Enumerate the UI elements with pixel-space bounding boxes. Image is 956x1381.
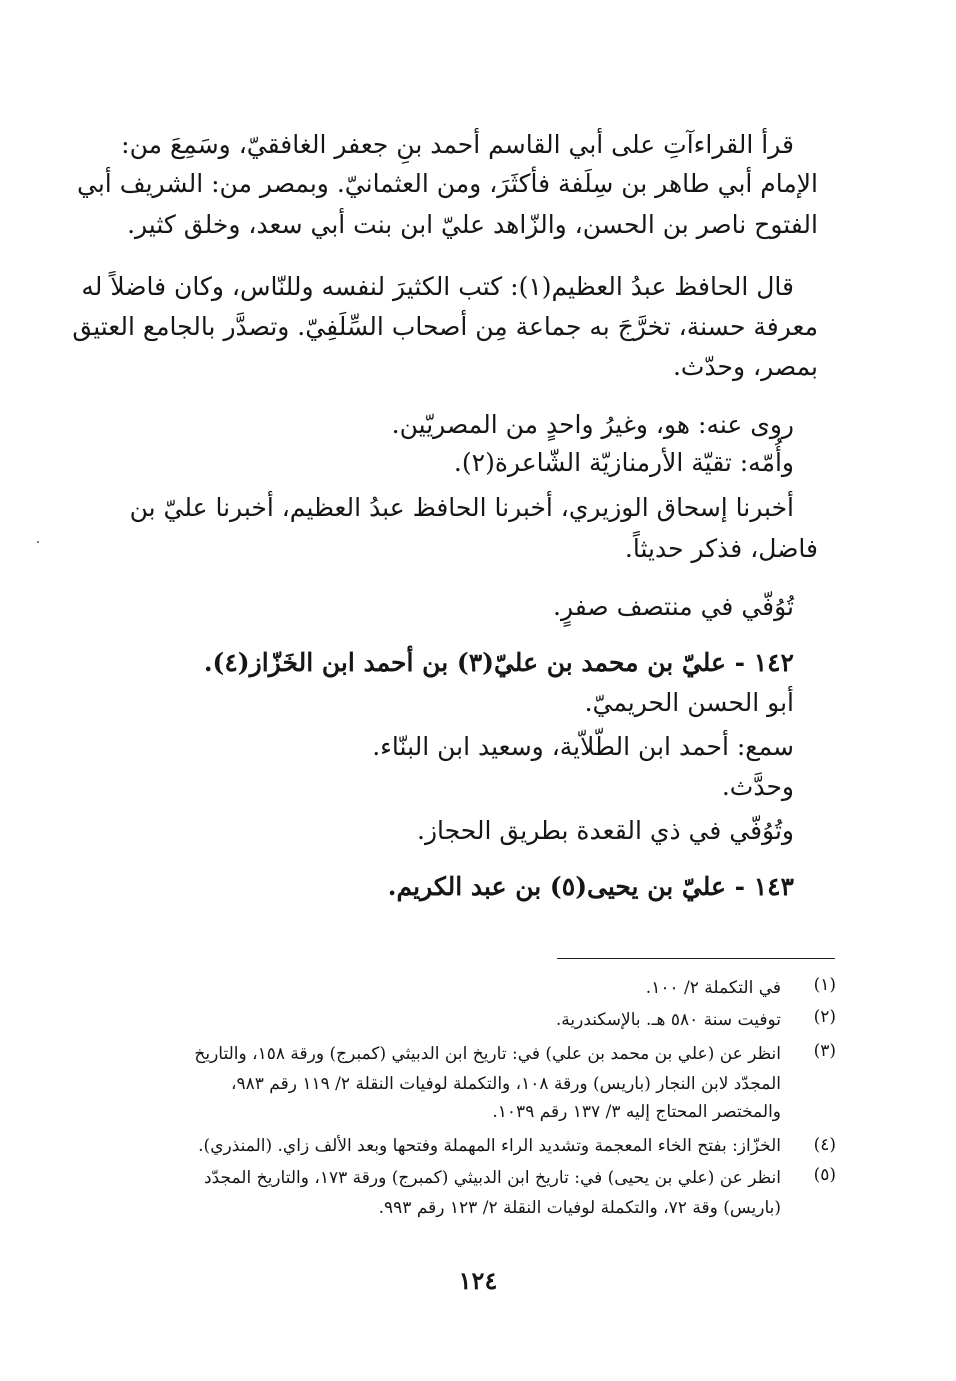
body-line-16: وتُوُفّي في ذي القعدة بطريق الحجاز. <box>417 816 794 845</box>
entry-142-heading: ١٤٢ - عليّ بن محمد بن عليّ(٣) بن أحمد ابن الخَزّاز(٤). <box>203 648 794 677</box>
footnote-number-5: (٥) <box>813 1165 836 1185</box>
body-line-13: أبو الحسن الحريميّ. <box>584 688 794 717</box>
body-line-10: فاضل، فذكر حديثاً. <box>624 534 818 563</box>
footnote-number-3: (٣) <box>813 1041 836 1061</box>
body-line-6: بمصر، وحدّث. <box>672 352 818 381</box>
page-number: ١٢٤ <box>458 1266 498 1295</box>
footnote-divider <box>557 958 835 959</box>
body-line-3: الفتوح ناصر بن الحسن، والزّاهد عليّ ابن بنت أبي سعد، وخلق كثير. <box>127 210 818 239</box>
footnote-5-line-2: (باريس) وقة ٧٢، والتكملة لوفيات النقلة ٢/ ١٢٣ رقم ٩٩٣. <box>378 1198 781 1218</box>
body-line-9: أخبرنا إسحاق الوزيري، أخبرنا الحافظ عبدُ العظيم، أخبرنا عليّ بن <box>129 493 794 522</box>
footnote-3-line-3: والمختصر المحتاج إليه ٣/ ١٣٧ رقم ١٠٣٩. <box>492 1102 781 1122</box>
footnote-2-line-1: توفيت سنة ٥٨٠ هـ. بالإسكندرية. <box>555 1010 781 1030</box>
footnote-number-4: (٤) <box>813 1135 836 1155</box>
body-line-14: سمع: أحمد ابن الطّلاّية، وسعيد ابن البنّاء. <box>372 732 794 761</box>
scan-speck <box>37 541 39 543</box>
entry-143-heading: ١٤٣ - عليّ بن يحيى(٥) بن عبد الكريم. <box>387 872 794 901</box>
footnote-3-line-2: المجدّد لابن النجار (باريس) ورقة ١٠٨، والتكملة لوفيات النقلة ٢/ ١١٩ رقم ٩٨٣، <box>231 1074 781 1094</box>
body-line-7: روى عنه: هو، وغيرُ واحدٍ من المصريّين. <box>391 410 794 439</box>
footnote-5-line-1: انظر عن (علي بن يحيى) في: تاريخ ابن الدبيثي (كمبرج) ورقة ١٧٣، والتاريخ المجدّد <box>204 1168 781 1188</box>
footnote-3-line-1: انظر عن (علي بن محمد بن علي) في: تاريخ ابن الدبيثي (كمبرج) ورقة ١٥٨، والتاريخ <box>194 1044 781 1064</box>
body-line-15: وحدَّث. <box>721 772 794 801</box>
footnote-4-line-1: الخزّاز: بفتح الخاء المعجمة وتشديد الراء المهملة وفتحها وبعد الألف زاي. (المنذري). <box>198 1136 781 1156</box>
footnote-number-2: (٢) <box>813 1007 836 1027</box>
body-line-2: الإمام أبي طاهر بن سِلَفة فأكثَرَ، ومن العثمانيّ. وبمصر من: الشريف أبي <box>77 169 818 198</box>
body-line-4: قال الحافظ عبدُ العظيم(١): كتب الكثيرَ لنفسه وللنّاس، وكان فاضلاً له <box>81 272 794 301</box>
footnote-number-1: (١) <box>813 975 836 995</box>
body-line-1: قرأ القراءآتِ على أبي القاسم أحمد بنِ جعفر الغافقيّ، وسَمِعَ من: <box>121 130 794 159</box>
body-line-11: تُوُفّي في منتصف صفرٍ. <box>553 592 794 621</box>
footnote-1-line-1: في التكملة ٢/ ١٠٠. <box>645 978 781 998</box>
body-line-5: معرفة حسنة، تخرَّجَ به جماعة مِن أصحاب السِّلَفِيّ. وتصدَّر بالجامع العتيق <box>72 312 818 341</box>
body-line-8: وأُمّه: تقيّة الأرمنازيّة الشّاعرة(٢). <box>453 448 794 477</box>
